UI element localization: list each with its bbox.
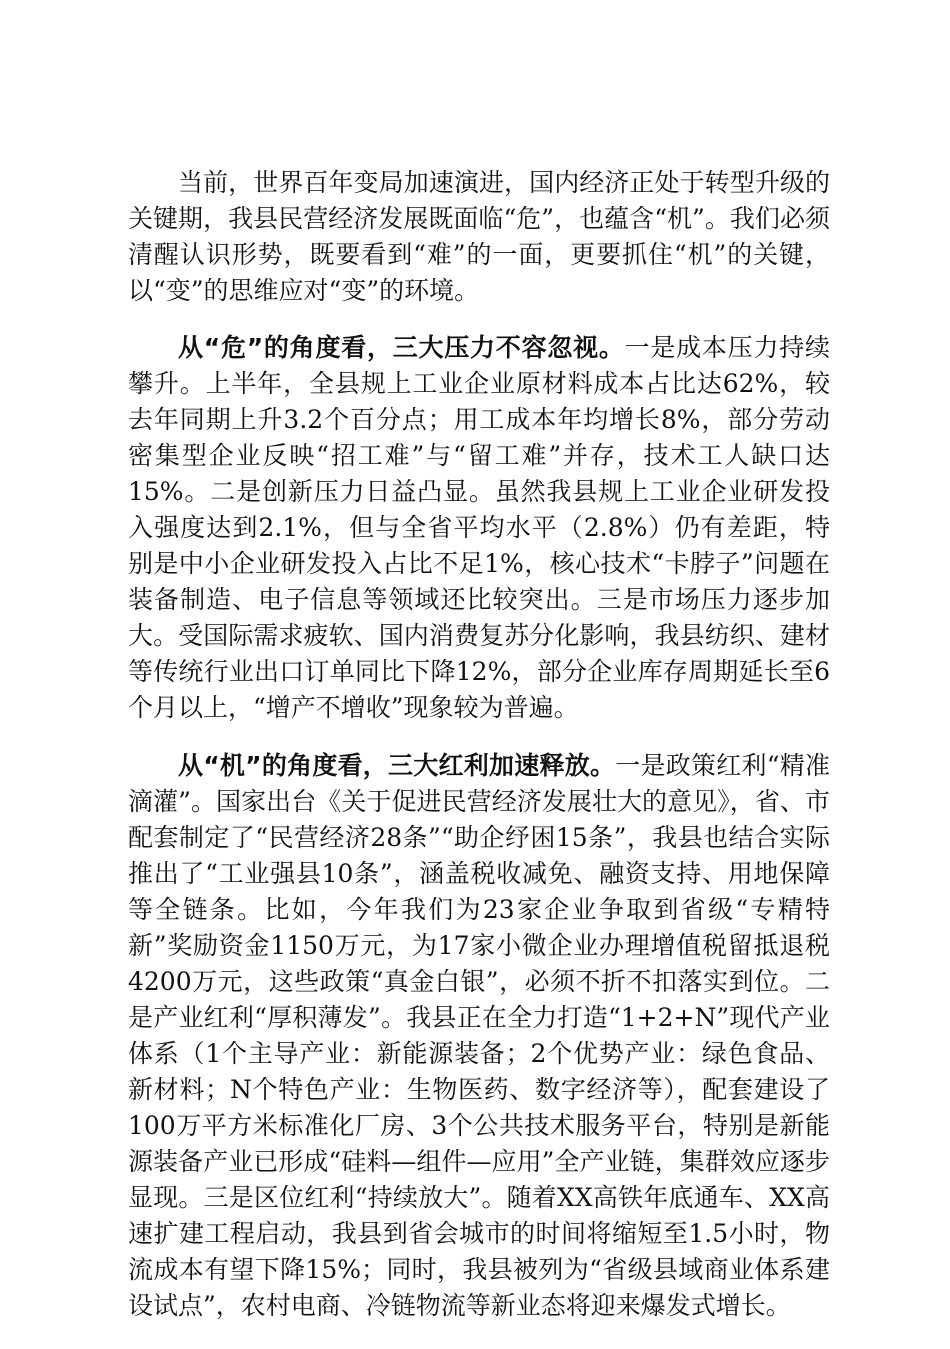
- document-page: [128, 165, 830, 1349]
- paragraph-intro-text: 当前，世界百年变局加速演进，国内经济正处于转型升级的关键期，我县民营经济发展既面临“危”，也蕴含“机”。我们必须清醒认识形势，既要看到“难”的一面，更要抓住“机”的关键，以“变”的思维应对“变”的环境。: [128, 168, 830, 305]
- paragraph-opportunities-text: 一是政策红利“精准滴灌”。国家出台《关于促进民营经济发展壮大的意见》，省、市配套制定了“民营经济28条”“助企纾困15条”，我县也结合实际推出了“工业强县10条”，涵盖税收减免、融资支持、用地保障等全链条。比如，今年我们为23家企业争取到省级“专精特新”奖励资金1150万元，为17家小微企业办理增值税留抵退税4200万元，这些政策“真金白银”，必须不折不扣落实到位。二是产业红利“厚积薄发”。我县正在全力打造“1+2+N”现代产业体系（1个主导产业：新能源装备；2个优势产业：绿色食品、新材料；N个特色产业：生物医药、数字经济等），配套建设了100万平方米标准化厂房、3个公共技术服务平台，特别是新能源装备产业已形成“硅料—组件—应用”全产业链，集群效应逐步显现。三是区位红利“持续放大”。随着XX高铁年底通车、XX高速扩建工程启动，我县到省会城市的时间将缩短至1.5小时，物流成本有望下降15%；同时，我县被列为“省级县域商业体系建设试点”，农村电商、冷链物流等新业态将迎来爆发式增长。: [128, 751, 830, 1320]
- paragraph-pressures-text: 一是成本压力持续攀升。上半年，全县规上工业企业原材料成本占比达62%，较去年同期上升3.2个百分点；用工成本年均增长8%，部分劳动密集型企业反映“招工难”与“留工难”并存，技术工人缺口达15%。二是创新压力日益凸显。虽然我县规上工业企业研发投入强度达到2.1%，但与全省平均水平（2.8%）仍有差距，特别是中小企业研发投入占比不足1%，核心技术“卡脖子”问题在装备制造、电子信息等领域还比较突出。三是市场压力逐步加大。受国际需求疲软、国内消费复苏分化影响，我县纺织、建材等传统行业出口订单同比下降12%，部分企业库存周期延长至6个月以上，“增产不增收”现象较为普遍。: [128, 333, 830, 722]
- paragraph-intro: [128, 165, 830, 309]
- paragraph-pressures-heading: 从“危”的角度看，三大压力不容忽视。: [178, 333, 625, 362]
- paragraph-pressures: [128, 330, 830, 726]
- paragraph-opportunities-heading: 从“机”的角度看，三大红利加速释放。: [178, 751, 616, 780]
- paragraph-opportunities: [128, 748, 830, 1324]
